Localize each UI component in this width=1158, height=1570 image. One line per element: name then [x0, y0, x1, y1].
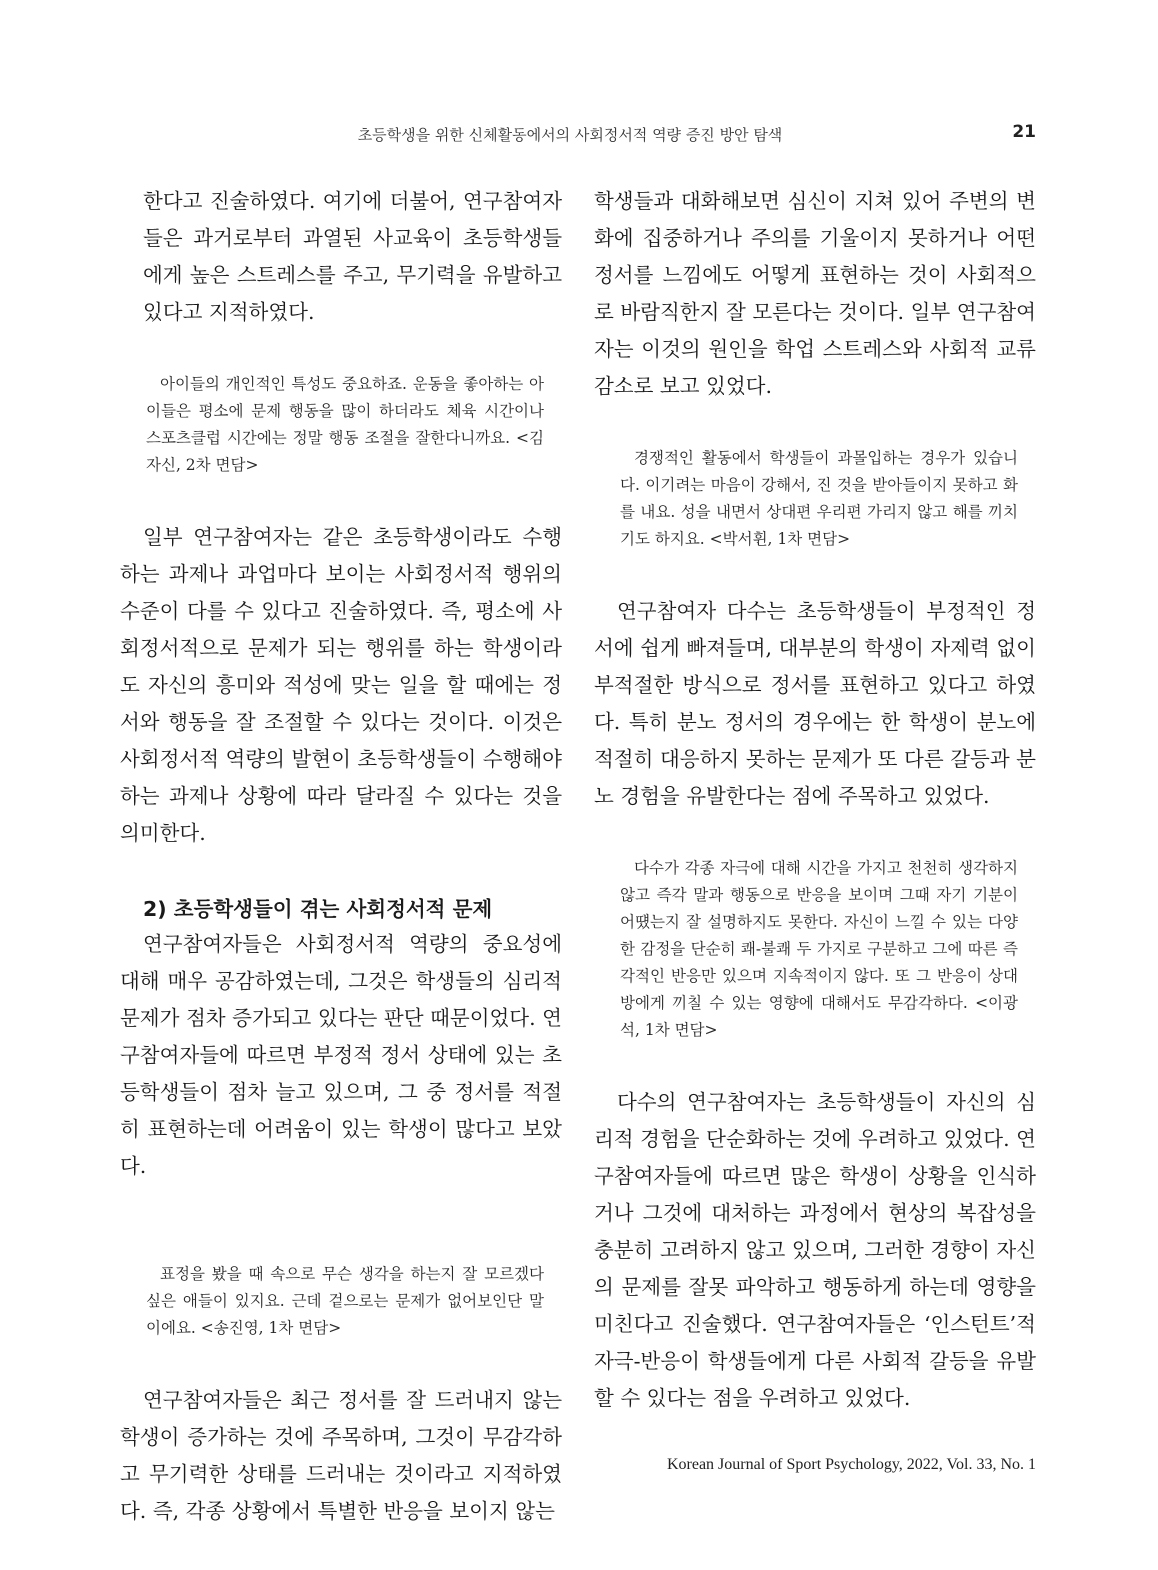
interview-quote: 경쟁적인 활동에서 학생들이 과몰입하는 경우가 있습니다. 이기려는 마음이 강해서, 진 것을 받아들이지 못하고 화를 내요. 성을 내면서 상대편 우리편 가리지 않고 해를 끼치기도 하지요. <박서휜, 1차 면담>: [620, 449, 1018, 548]
interview-quote: 표정을 봤을 때 속으로 무슨 생각을 하는지 잘 모르겠다 싶은 애들이 있지요. 근데 겉으로는 문제가 없어보인단 말이에요. <송진영, 1차 면담>: [146, 1265, 544, 1337]
paragraph: 한다고 진술하였다. 여기에 더불어, 연구참여자들은 과거로부터 과열된 사교육이 초등학생들에게 높은 스트레스를 주고, 무기력을 유발하고 있다고 지적하였다.: [143, 189, 562, 324]
running-header: [0, 121, 1158, 147]
page-number: 21: [1012, 122, 1036, 142]
journal-footer: Korean Journal of Sport Psychology, 2022, Vol. 33, No. 1: [666, 1456, 1036, 1473]
paragraph: 연구참여자들은 사회정서적 역량의 중요성에 대해 매우 공감하였는데, 그것은 학생들의 심리적 문제가 점차 증가되고 있다는 판단 때문이었다. 연구참여자들에 따르면 부정적 정서 상태에 있는 초등학생들이 점차 늘고 있으며, 그 중 정서를 적절히 표현하는데 어려움이 있는 학생이 많다고 보았다.: [120, 932, 562, 1178]
paragraph: 일부 연구참여자는 같은 초등학생이라도 수행하는 과제나 과업마다 보이는 사회정서적 행위의 수준이 다를 수 있다고 진술하였다. 즉, 평소에 사회정서적으로 문제가 되는 행위를 하는 학생이라도 자신의 흥미와 적성에 맞는 일을 할 때에는 정서와 행동을 잘 조절할 수 있다는 것이다. 이것은 사회정서적 역량의 발현이 초등학생들이 수행해야 하는 과제나 상황에 따라 달라질 수 있다는 것을 의미한다.: [120, 525, 562, 845]
paragraph: 다수의 연구참여자는 초등학생들이 자신의 심리적 경험을 단순화하는 것에 우려하고 있었다. 연구참여자들에 따르면 많은 학생이 상황을 인식하거나 그것에 대처하는 과정에서 현상의 복잡성을 충분히 고려하지 않고 있으며, 그러한 경향이 자신의 문제를 잘못 파악하고 행동하게 하는데 영향을 미친다고 진술했다. 연구참여자들은 ‘인스턴트’적 자극-반응이 학생들에게 다른 사회적 갈등을 유발할 수 있다는 점을 우려하고 있었다.: [594, 1090, 1036, 1410]
paragraph: 연구참여자들은 최근 정서를 잘 드러내지 않는 학생이 증가하는 것에 주목하며, 그것이 무감각하고 무기력한 상태를 드러내는 것이라고 지적하였다. 즉, 각종 상황에서 특별한 반응을 보이지 않는: [120, 1388, 562, 1523]
paragraph: 학생들과 대화해보면 심신이 지쳐 있어 주변의 변화에 집중하거나 주의를 기울이지 못하거나 어떤 정서를 느낌에도 어떻게 표현하는 것이 사회적으로 바람직한지 잘 모른다는 것이다. 일부 연구참여자는 이것의 원인을 학업 스트레스와 사회적 교류 감소로 보고 있었다.: [594, 189, 1036, 398]
interview-quote: 아이들의 개인적인 특성도 중요하죠. 운동을 좋아하는 아이들은 평소에 문제 행동을 많이 하더라도 체육 시간이나 스포츠클럽 시간에는 정말 행동 조절을 잘한다니까요. <김자신, 2차 면담>: [146, 375, 544, 474]
paragraph: 연구참여자 다수는 초등학생들이 부정적인 정서에 쉽게 빠져들며, 대부분의 학생이 자제력 없이 부적절한 방식으로 정서를 표현하고 있다고 하였다. 특히 분노 정서의 경우에는 한 학생이 분노에 적절히 대응하지 못하는 문제가 또 다른 갈등과 분노 경험을 유발한다는 점에 주목하고 있었다.: [594, 599, 1036, 808]
left-column: [120, 183, 562, 1530]
interview-quote: 다수가 각종 자극에 대해 시간을 가지고 천천히 생각하지 않고 즉각 말과 행동으로 반응을 보이며 그때 자기 기분이 어떘는지 잘 설명하지도 못한다. 자신이 느낄 수 있는 다양한 감정을 단순히 쾌-불쾌 두 가지로 구분하고 그에 따른 즉각적인 반응만 있으며 지속적이지 않다. 또 그 반응이 상대방에게 끼칠 수 있는 영향에 대해서도 무감각하다. <이광석, 1차 면담>: [620, 859, 1018, 1039]
section-heading: 2) 초등학생들이 겪는 사회정서적 문제: [143, 897, 493, 921]
running-title: 초등학생을 위한 신체활동에서의 사회정서적 역량 증진 방안 탐색: [357, 126, 783, 144]
right-column: [594, 183, 1036, 1417]
